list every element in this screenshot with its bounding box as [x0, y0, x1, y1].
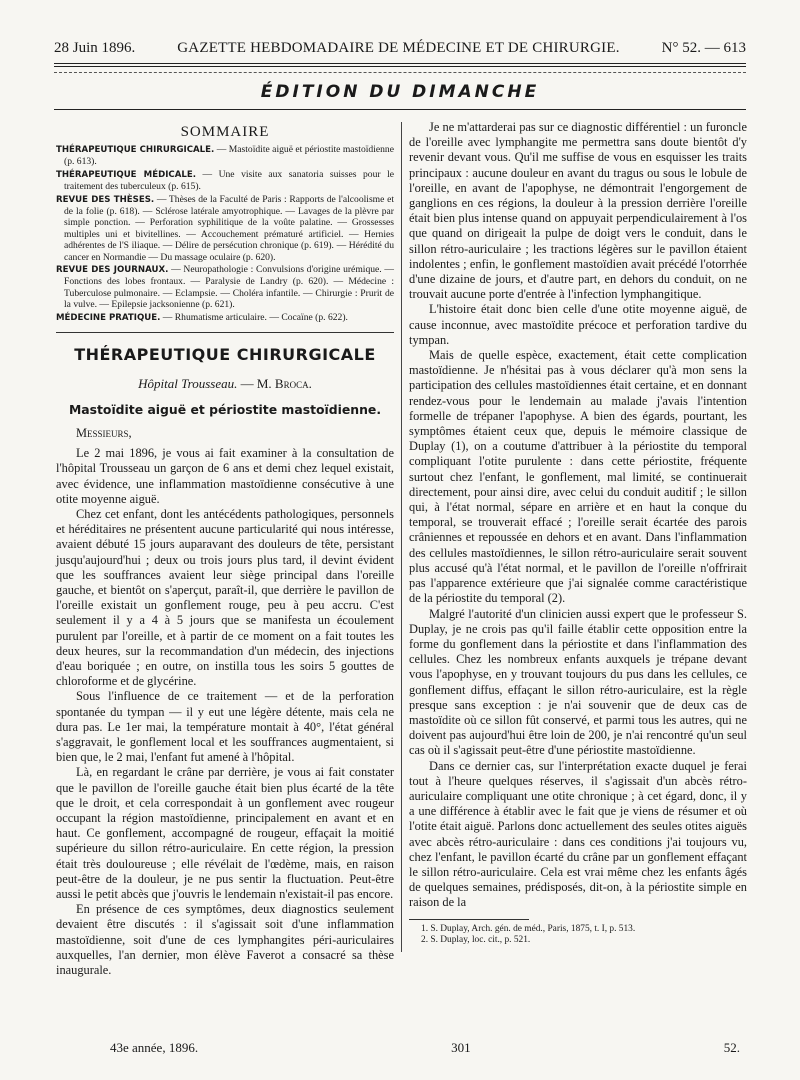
sommaire-item-text: — Rhumatisme articulaire. — Cocaïne (p. 622).	[160, 311, 348, 323]
sommaire-item-heading: MÉDECINE PRATIQUE.	[56, 312, 161, 323]
sommaire-item-heading: THÉRAPEUTIQUE CHIRURGICALE.	[56, 145, 215, 155]
sommaire-item	[56, 194, 394, 263]
header-dashed-rule	[54, 72, 746, 73]
sommaire-item	[56, 169, 394, 193]
sommaire-item-heading: THÉRAPEUTIQUE MÉDICALE.	[56, 169, 196, 180]
sommaire-item-text: — Une visite aux sanatoria suisses pour le traitement des tuberculeux (p. 615).	[64, 168, 394, 193]
footer-issue: 52.	[723, 1040, 740, 1055]
footnote: 2. S. Duplay, loc. cit., p. 521.	[421, 935, 531, 946]
column-divider	[401, 122, 402, 952]
article-paragraph: Je ne m'attarderai pas sur ce diagnostic différentiel : un furoncle de l'oreille avec lymphangite me permettra sans doute bientôt d'y revenir devant vous. Qu'il me suffise de vous en esquisser les traits principaux : aucune douleur en avant du tragus ou sous le lobule de l'oreille, en avant de l'apophyse, ne démontrait l'engorgement de ganglions en ces régions, la douleur à la pression derrière l'oreille était bien plus intense quand on appuyait perpendiculairement à l'os que quand on dirigeait la pulpe de doigt vers le conduit, dans le sillon rétro-auriculaire ; les tractions légères sur le pavillon étaient indolentes ; enfin, le gonflement mastoïdien avait précédé l'otorrhée d'une dizaine de jours, et d'autre part, en dehors du conduit, on ne trouvait aucune porte d'entrée à l'infection lymphangitique.	[409, 120, 747, 302]
edition-rule	[54, 109, 746, 110]
sommaire-item-text: — Mastoïdite aiguë et périostite mastoïdienne (p. 613).	[64, 144, 394, 168]
article-paragraph: Là, en regardant le crâne par derrière, je vous ai fait constater que le pavillon de l'oreille gauche était bien plus écarté de la tête que le droit, et cela correspondait à un gonflement avec rougeur occupant la région mastoïdienne, principalement en avant et en haut. Ce gonflement, accompagné de rougeur, effaçait la moitié supérieure du sillon rétro-auriculaire. En cette région, la pression était très douloureuse ; elle révélait de l'œdème, mais, en raison peut-être de la douleur, je ne pus sentir la fluctuation. Peut-être aussi le petit abcès que j'ouvris le lendemain n'existait-il pas encore.	[56, 765, 394, 901]
footnote-rule	[409, 919, 529, 920]
article-byline	[56, 376, 394, 392]
sommaire-item	[56, 312, 394, 324]
article-paragraph: Malgré l'autorité d'un clinicien aussi expert que le professeur S. Duplay, je ne crois pas qu'il faille établir cette opposition entre la forme du gonflement dans la périostite et dans l'inflammation des cellules. Chez les nombreux enfants auxquels je trépane devant vous l'apophyse, en y trouvant toujours du pus dans les cellules, ce gonflement diffus, effaçant le sillon rétro-auriculaire, est la règle presque sans exception : je n'ai souvenir que de deux cas de mastoïdite où ce sillon fût conservé, et parmi tous les autres, qui ne doivent pas aujourd'hui être loin de 200, je n'ai rencontré qu'un seul cas où il s'agissait peut-être d'une périostite mastoïdienne.	[409, 606, 747, 758]
article-paragraph: Dans ce dernier cas, sur l'interprétation exacte duquel je ferai tout à l'heure quelques réserves, il s'agissait d'un abcès rétro-auriculaire compliquant une otite chronique ; à cet égard, donc, il y a une différence à établir avec le fait que je viens de résumer et où l'otite était aiguë. Parlons donc actuellement des seules otites aiguës avec abcès rétro-auriculaire : dans ces conditions j'ai toujours vu, chez l'enfant, le pavillon écarté du crâne par un gonflement effaçant le sillon rétro-auriculaire. Cela est vrai même chez les enfants âgés de quelques semaines, prédisposés, dit-on, à la périostite simple en raison de la	[409, 758, 747, 910]
right-column	[409, 120, 747, 947]
edition-banner: ÉDITION DU DIMANCHE	[260, 82, 540, 102]
sommaire-list	[56, 144, 394, 324]
article-paragraph: Sous l'influence de ce traitement — et de la perforation spontanée du tympan — il y eut une légère détente, mais cela ne dura pas. Le 1er mai, la température montait à 40°, l'état général s'aggravait, le gonflement local et les souffrances augmentaient, si bien que, le 2 mai, l'enfant fut amené à l'hôpital.	[56, 689, 394, 765]
sommaire-item-text: — Thèses de la Faculté de Paris : Rapports de l'alcoolisme et de la folie (p. 618). — Sclérose latérale amyotrophique. — Lavages de la plèvre par simple ponction. — Perforation syphilitique de la voûte palatine. — Grossesses multiples uni et bivitellines. — Accouchement prématuré artificiel. — Hernies adhérentes de l'S iliaque. — Délire de persécution chronique (p. 619). — Hérédité du cancer en Normandie — Du massage oculaire (p. 620).	[64, 193, 394, 263]
journal-title: GAZETTE HEBDOMADAIRE DE MÉDECINE ET DE CHIRURGIE.	[177, 40, 620, 56]
header-rule-top	[54, 63, 746, 64]
sommaire-item	[56, 144, 394, 168]
section-title: THÉRAPEUTIQUE CHIRURGICALE	[74, 345, 376, 365]
article-paragraph: L'histoire était donc bien celle d'une otite moyenne aiguë, de cause inconnue, avec mastoïdite précoce et perforation tardive du tympan.	[409, 302, 747, 347]
sommaire-item-heading: REVUE DES JOURNAUX.	[56, 265, 169, 276]
issue-page-number: N° 52. — 613	[661, 40, 746, 56]
page-footer	[110, 1040, 740, 1056]
article-paragraph: Le 2 mai 1896, je vous ai fait examiner à la consultation de l'hôpital Trousseau un garçon de 6 ans et demi chez lequel existait, avec évidence, une inflammation mastoïdienne consécutive à une otite moyenne aiguë.	[56, 446, 394, 506]
hospital-name: Hôpital Trousseau.	[138, 376, 238, 392]
footer-sheet-number: 301	[451, 1040, 471, 1055]
article-title: Mastoïdite aiguë et périostite mastoïdienne.	[68, 402, 382, 418]
header-date: 28 Juin 1896.	[54, 40, 136, 56]
sommaire-item-heading: REVUE DES THÈSES.	[56, 194, 155, 205]
article-paragraph: En présence de ces symptômes, deux diagnostics seulement devaient être discutés : il s'agissait soit d'une inflammation mastoïdienne, soit d'une de ces lymphangites péri-auriculaires auxquelles, l'an dernier, mon élève Faverot a consacré sa thèse inaugurale.	[56, 902, 394, 977]
header-rule-bottom	[54, 66, 746, 67]
footnote: 1. S. Duplay, Arch. gén. de méd., Paris, 1875, t. I, p. 513.	[421, 923, 636, 934]
sommaire-item	[56, 264, 394, 311]
left-column	[56, 120, 394, 978]
footer-year: 43e année, 1896.	[110, 1040, 199, 1055]
salutation: Messieurs,	[76, 426, 132, 441]
article-paragraph: Mais de quelle espèce, exactement, était cette complication mastoïdienne. Je n'hésitai pas à vous déclarer qu'à mon sens la participation des cellules mastoïdiennes était certaine, et en donnant rendez-vous pour le lendemain au malade j'avais l'intention formelle de trépaner l'apophyse. A bien des égards, pourtant, les symptômes étaient ceux que, depuis le mémoire classique de Duplay (1), on a coutume d'attribuer à la périostite du temporal compliquant l'otite purulente : dans cette périostite, fréquente surtout chez l'enfant, le gonflement, mal limité, se continuerait directement, pour ainsi dire, avec celui du conduit auditif ; le sillon qui, à l'état normal, sépare en arrière et en haut la conque du temporal, se trouverait effacé ; l'oreille serait écartée des parois crâniennes et repoussée en dehors et en avant. Dans l'inflammation des cellules mastoïdiennes, le sillon rétro-auriculaire serait souvent plus accusé qu'à l'état normal, et le pavillon de l'oreille n'offrirait pas l'apparence extérieure que j'ai signalée comme caractéristique de la périostite du temporal (2).	[409, 348, 747, 606]
article-author: — M. Broca.	[240, 376, 312, 392]
sommaire-divider	[56, 332, 394, 333]
sommaire-item-text: — Neuropathologie : Convulsions d'origine urémique. — Fonctions des lobes frontaux. — Paralysie de Landry (p. 620). — Médecine : Tuberculose pulmonaire. — Eclampsie. — Choléra infantile. — Chirurgie : Prurit de la vulve. — Epilepsie jacksonienne (p. 621).	[64, 264, 395, 311]
running-header	[54, 40, 746, 57]
article-paragraph: Chez cet enfant, dont les antécédents pathologiques, personnels et héréditaires ne présentent aucune particularité qui nous intéresse, avaient débuté 15 jours auparavant des douleurs de tête, persistant jusqu'aujourd'hui ; deux ou trois jours plus tard, il devint évident que les souffrances avaient leur siège principal dans l'oreille gauche, et bientôt on s'aperçut, paraît-il, que derrière le pavillon de l'oreille existait un gonflement rouge, peu à peu accru. C'est seulement il y a 4 à 5 jours que se manifesta un écoulement purulent par l'oreille, et à partir de ce moment on a fait toutes les deux heures, sur la recommandation d'un médecin, des injections d'eau boriquée ; en outre, on instilla tous les soirs 5 gouttes de chloroforme et de glycérine.	[56, 506, 394, 689]
sommaire-title: SOMMAIRE	[180, 124, 270, 140]
